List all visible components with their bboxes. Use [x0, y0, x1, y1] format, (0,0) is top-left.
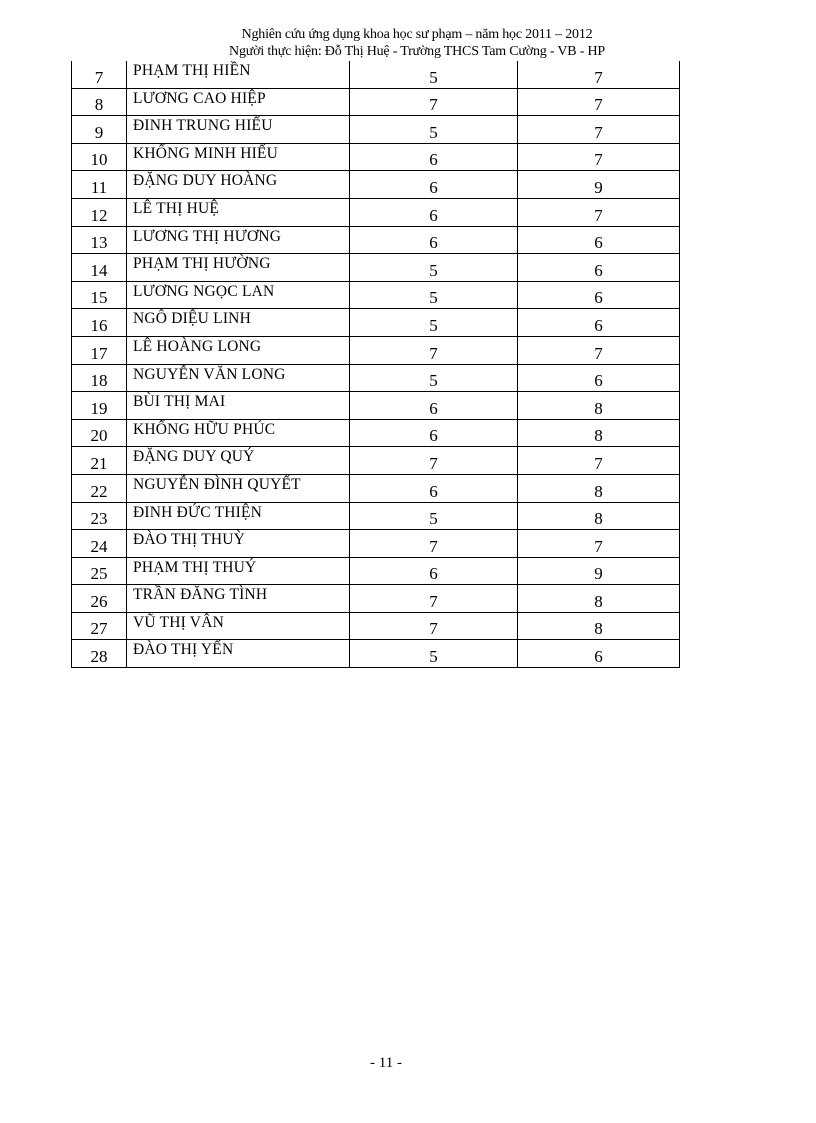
- score-2-cell: 7: [518, 447, 680, 475]
- row-number-cell: 24: [72, 530, 127, 558]
- table-row: [72, 171, 680, 199]
- score-2-cell: 7: [518, 530, 680, 558]
- student-name-cell: PHẠM THỊ THUÝ: [127, 557, 350, 585]
- student-name-cell: ĐINH TRUNG HIẾU: [127, 116, 350, 144]
- row-number-cell: 11: [72, 171, 127, 199]
- page-number: - 11 -: [370, 1055, 402, 1071]
- row-number-cell: 14: [72, 254, 127, 282]
- row-number-cell: 22: [72, 474, 127, 502]
- student-name-cell: NGUYỄN ĐÌNH QUYẾT: [127, 474, 350, 502]
- score-2-cell: 7: [518, 61, 680, 88]
- score-2-cell: 7: [518, 198, 680, 226]
- table-row: [72, 557, 680, 585]
- student-name-cell: LƯƠNG NGỌC LAN: [127, 281, 350, 309]
- table-row: [72, 392, 680, 420]
- score-1-cell: 5: [350, 640, 518, 668]
- row-number-cell: 18: [72, 364, 127, 392]
- table-row: [72, 226, 680, 254]
- score-1-cell: 6: [350, 557, 518, 585]
- score-1-cell: 5: [350, 309, 518, 337]
- student-name-cell: ĐÀO THỊ YẾN: [127, 640, 350, 668]
- score-1-cell: 6: [350, 198, 518, 226]
- row-number-cell: 28: [72, 640, 127, 668]
- score-2-cell: 8: [518, 502, 680, 530]
- score-2-cell: 6: [518, 364, 680, 392]
- score-2-cell: 8: [518, 392, 680, 420]
- score-2-cell: 8: [518, 419, 680, 447]
- score-2-cell: 6: [518, 226, 680, 254]
- table-row: [72, 447, 680, 475]
- table-row: [72, 640, 680, 668]
- table-row: [72, 198, 680, 226]
- student-name-cell: BÙI THỊ MAI: [127, 392, 350, 420]
- score-1-cell: 5: [350, 281, 518, 309]
- score-2-cell: 6: [518, 254, 680, 282]
- row-number-cell: 19: [72, 392, 127, 420]
- student-name-cell: TRẦN ĐĂNG TÌNH: [127, 585, 350, 613]
- score-table-body: [72, 61, 680, 668]
- score-1-cell: 7: [350, 612, 518, 640]
- table-row: [72, 419, 680, 447]
- row-number-cell: 13: [72, 226, 127, 254]
- score-1-cell: 6: [350, 171, 518, 199]
- score-1-cell: 6: [350, 392, 518, 420]
- table-row: [72, 585, 680, 613]
- table-row: [72, 88, 680, 116]
- student-name-cell: NGÔ DIỆU LINH: [127, 309, 350, 337]
- student-name-cell: NGUYỄN VĂN LONG: [127, 364, 350, 392]
- score-2-cell: 6: [518, 281, 680, 309]
- score-1-cell: 7: [350, 336, 518, 364]
- score-2-cell: 7: [518, 336, 680, 364]
- student-score-table: [71, 61, 680, 668]
- score-2-cell: 9: [518, 171, 680, 199]
- row-number-cell: 26: [72, 585, 127, 613]
- header-author: Người thực hiện: Đỗ Thị Huệ - Trường THCS Tam Cường - VB - HP: [229, 44, 605, 59]
- student-name-cell: ĐÀO THỊ THUỲ: [127, 530, 350, 558]
- row-number-cell: 12: [72, 198, 127, 226]
- student-name-cell: ĐẶNG DUY QUÝ: [127, 447, 350, 475]
- table-row: [72, 281, 680, 309]
- table-row: [72, 474, 680, 502]
- score-1-cell: 5: [350, 61, 518, 88]
- table-row: [72, 309, 680, 337]
- student-name-cell: ĐẶNG DUY HOÀNG: [127, 171, 350, 199]
- score-2-cell: 8: [518, 585, 680, 613]
- student-name-cell: KHỔNG MINH HIẾU: [127, 143, 350, 171]
- score-2-cell: 6: [518, 640, 680, 668]
- table-row: [72, 116, 680, 144]
- score-2-cell: 7: [518, 143, 680, 171]
- score-1-cell: 7: [350, 585, 518, 613]
- score-1-cell: 6: [350, 226, 518, 254]
- table-row: [72, 364, 680, 392]
- score-2-cell: 7: [518, 88, 680, 116]
- table-row: [72, 336, 680, 364]
- row-number-cell: 7: [72, 61, 127, 88]
- row-number-cell: 9: [72, 116, 127, 144]
- score-1-cell: 6: [350, 419, 518, 447]
- score-1-cell: 7: [350, 447, 518, 475]
- row-number-cell: 23: [72, 502, 127, 530]
- row-number-cell: 17: [72, 336, 127, 364]
- score-2-cell: 9: [518, 557, 680, 585]
- table-row: [72, 254, 680, 282]
- student-name-cell: ĐINH ĐỨC THIỆN: [127, 502, 350, 530]
- student-name-cell: LƯƠNG THỊ HƯƠNG: [127, 226, 350, 254]
- score-2-cell: 7: [518, 116, 680, 144]
- page-footer: [0, 1054, 816, 1072]
- student-name-cell: VŨ THỊ VÂN: [127, 612, 350, 640]
- score-1-cell: 5: [350, 364, 518, 392]
- page-header: [0, 26, 816, 60]
- score-1-cell: 5: [350, 502, 518, 530]
- table-row: [72, 502, 680, 530]
- table-row: [72, 61, 680, 88]
- score-1-cell: 5: [350, 254, 518, 282]
- row-number-cell: 27: [72, 612, 127, 640]
- student-name-cell: KHỔNG HỮU PHÚC: [127, 419, 350, 447]
- table-row: [72, 143, 680, 171]
- header-title: Nghiên cứu ứng dụng khoa học sư phạm – năm học 2011 – 2012: [241, 27, 593, 42]
- score-1-cell: 6: [350, 143, 518, 171]
- score-1-cell: 7: [350, 530, 518, 558]
- score-2-cell: 6: [518, 309, 680, 337]
- student-name-cell: LÊ HOÀNG LONG: [127, 336, 350, 364]
- score-1-cell: 5: [350, 116, 518, 144]
- score-1-cell: 7: [350, 88, 518, 116]
- row-number-cell: 25: [72, 557, 127, 585]
- table-row: [72, 612, 680, 640]
- row-number-cell: 10: [72, 143, 127, 171]
- row-number-cell: 16: [72, 309, 127, 337]
- student-name-cell: PHẠM THỊ HƯỜNG: [127, 254, 350, 282]
- row-number-cell: 15: [72, 281, 127, 309]
- score-2-cell: 8: [518, 474, 680, 502]
- row-number-cell: 20: [72, 419, 127, 447]
- row-number-cell: 21: [72, 447, 127, 475]
- score-2-cell: 8: [518, 612, 680, 640]
- row-number-cell: 8: [72, 88, 127, 116]
- student-name-cell: LÊ THỊ HUỆ: [127, 198, 350, 226]
- student-name-cell: LƯƠNG CAO HIỆP: [127, 88, 350, 116]
- table-row: [72, 530, 680, 558]
- student-name-cell: PHẠM THỊ HIỀN: [127, 61, 350, 88]
- score-1-cell: 6: [350, 474, 518, 502]
